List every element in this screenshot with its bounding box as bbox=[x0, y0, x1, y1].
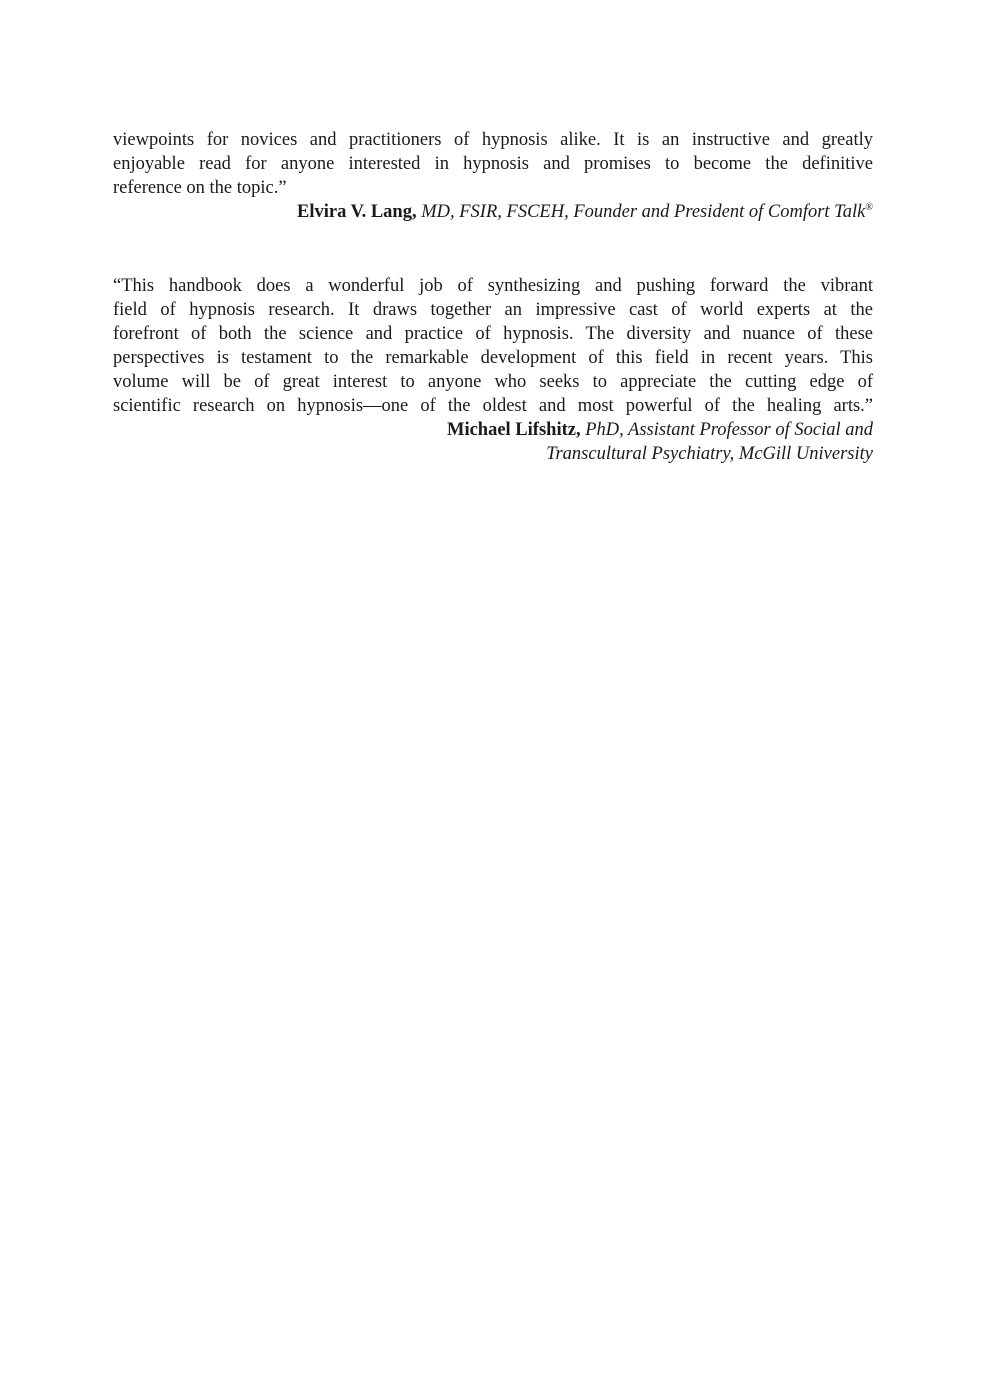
endorser-role: MD, FSIR, FSCEH, Founder and President of Comfort Talk bbox=[421, 202, 866, 222]
endorser-name: Michael Lifshitz, bbox=[446, 420, 581, 440]
quote-line: “This handbook does a wonderful job of synthesizing and pushing forward the vibrant bbox=[113, 276, 873, 296]
quote-line: forefront of both the science and practice of hypnosis. The diversity and nuance of these bbox=[113, 324, 873, 344]
quote-line: scientific research on hypnosis—one of the oldest and most powerful of the healing arts.” bbox=[113, 396, 873, 416]
endorsement-block bbox=[113, 128, 873, 224]
quote-line: reference on the topic.” bbox=[113, 178, 287, 198]
endorser-name: Elvira V. Lang, bbox=[297, 202, 417, 222]
quote-line: viewpoints for novices and practitioners of hypnosis alike. It is an instructive and greatly bbox=[113, 130, 873, 150]
endorsement-attribution bbox=[113, 200, 873, 224]
endorser-role: PhD, Assistant Professor of Social and bbox=[585, 420, 873, 440]
endorsement-block bbox=[113, 274, 873, 466]
endorsement-quote bbox=[113, 274, 873, 418]
quote-line: field of hypnosis research. It draws together an impressive cast of world experts at the bbox=[113, 300, 873, 320]
quote-line: volume will be of great interest to anyone who seeks to appreciate the cutting edge of bbox=[113, 372, 873, 392]
endorsement-quote bbox=[113, 128, 873, 200]
quote-line: enjoyable read for anyone interested in hypnosis and promises to become the definitive bbox=[113, 154, 873, 174]
registered-trademark: ® bbox=[865, 201, 873, 213]
endorsement-attribution bbox=[113, 418, 873, 466]
quote-line: perspectives is testament to the remarkable development of this field in recent years. This bbox=[113, 348, 873, 368]
endorser-role: Transcultural Psychiatry, McGill University bbox=[546, 444, 873, 464]
